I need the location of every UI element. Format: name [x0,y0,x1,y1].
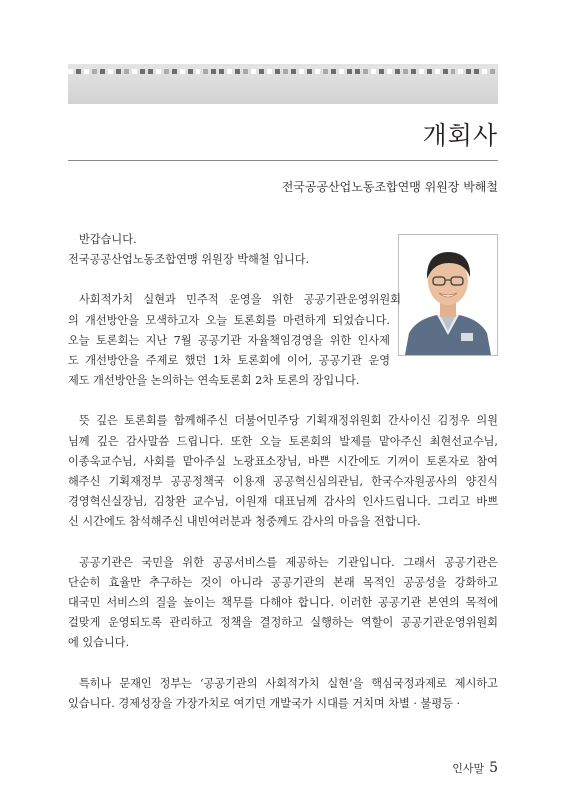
body-line: 뜻 깊은 토론회를 함께해주신 더불어민주당 기획재정위원회 간사이신 김정우 의원 [79,414,498,428]
body-paragraph [68,553,498,654]
header-dot [443,69,448,74]
header-dot [211,69,216,74]
body-line: 대국민 서비스의 질을 높이는 책무를 다해야 합니다. 이러한 공공기관 본연의 목적에 [68,596,498,610]
paragraph-gap [68,654,498,674]
header-dot [275,69,280,74]
header-dot [267,69,272,74]
body-paragraph [68,290,498,391]
body-line: 에 있습니다. [68,636,130,650]
header-dot [347,69,352,74]
header-dot [482,69,487,74]
header-dot [474,69,479,74]
header-dot [307,69,312,74]
header-dot [108,69,113,74]
header-dot [379,69,384,74]
header-dot [203,69,208,74]
header-dot-pattern [68,64,498,78]
header-dot [68,69,73,74]
paragraph-gap [68,391,498,411]
header-dot [156,69,161,74]
header-dot [251,69,256,74]
header-dot [227,69,232,74]
paragraph-gap [68,533,498,553]
header-dot [140,69,145,74]
page-title: 개회사 [422,121,498,150]
footer-section-label: 인사말 [452,762,485,775]
header-dot [371,69,376,74]
header-dot [180,69,185,74]
header-dot [172,69,177,74]
header-dot [427,69,432,74]
paragraph-gap [68,270,498,290]
body-paragraph [68,674,498,714]
header-dot [196,69,201,74]
author-byline: 전국공공산업노동조합연맹 위원장 박해철 [281,180,498,194]
header-dot [219,69,224,74]
body-line: 도 개선방안을 주제로 했던 1차 토론회에 이어, 공공기관 운영 [68,354,390,368]
header-dot [315,69,320,74]
header-dot [363,69,368,74]
header-dot [490,69,495,74]
page-number: 5 [489,760,498,776]
page-footer [452,760,498,776]
header-dot [164,69,169,74]
body-line: 걸맞게 운영되도록 관리하고 정책을 결정하고 실행하는 역할이 공공기관운영위원회 [68,616,498,630]
header-dot [124,69,129,74]
body-line: 단순히 효율만 추구하는 것이 아니라 공공기관의 본래 목적인 공공성을 강화하고 [68,575,498,589]
header-dot [387,69,392,74]
body-line: 반갑습니다. [79,233,137,246]
title-divider [68,160,498,161]
body-line: 신 시간에도 참석해주신 내빈여러분과 청중께도 감사의 마음을 전합니다. [68,515,421,529]
header-dot [435,69,440,74]
body-paragraph [68,411,498,532]
body-line: 이종욱교수님, 사회를 맡아주실 노광표소장님, 바쁜 시간에도 기꺼이 토론자로 참여 [68,454,498,468]
header-dot [395,69,400,74]
header-dot [419,69,424,74]
body-line: 오늘 토론회는 지난 7월 공공기관 자율책임경영을 위한 인사제 [68,333,390,347]
body-line: 해주신 기획재정부 공공정책국 이용재 공공혁신심의관님, 한국수자원공사의 양진식 [68,475,498,489]
header-dot [116,69,121,74]
body-line: 있습니다. 경제성장을 가장가치로 여기던 개발국가 시대를 거치며 차별 · 불평등 · [68,696,461,710]
header-dot [76,69,81,74]
header-dot [355,69,360,74]
body-paragraph [68,230,498,270]
header-dot [458,69,463,74]
header-dot [323,69,328,74]
header-dot [92,69,97,74]
body-line: 공공기관은 국민을 위한 공공서비스를 제공하는 기관입니다. 그래서 공공기관은 [79,555,498,569]
body-line: 전국공공산업노동조합연맹 위원장 박해철 입니다. [68,253,310,267]
header-dot [331,69,336,74]
body-line: 님께 깊은 감사말씀 드립니다. 또한 오늘 토론회의 발제를 맡아주신 최현선교수님, [68,434,498,448]
header-dot [339,69,344,74]
header-dot [283,69,288,74]
header-dot [132,69,137,74]
header-dot [84,69,89,74]
header-dot [411,69,416,74]
header-dot [235,69,240,74]
speech-body [68,230,498,714]
header-dot [451,69,456,74]
header-dot [100,69,105,74]
header-dot [291,69,296,74]
header-dot [466,69,471,74]
body-line: 제도 개선방안을 논의하는 연속토론회 2차 토론의 장입니다. [68,374,360,388]
header-dot [259,69,264,74]
body-line: 의 개선방안을 모색하고자 오늘 토론회를 마련하게 되었습니다. [68,313,390,327]
header-dot [299,69,304,74]
header-dot [403,69,408,74]
body-line: 사회적가치 실현과 민주적 운영을 위한 공공기관운영위원회 [79,293,401,307]
header-dot [188,69,193,74]
header-dot [243,69,248,74]
body-line: 경영혁신실장님, 김창완 교수님, 이원재 대표님께 감사의 인사드립니다. 그리고 바쁘 [68,495,498,509]
header-dot [148,69,153,74]
body-line: 특히나 문재인 정부는 ‘공공기관의 사회적가치 실현’을 핵심국정과제로 제시하고 [79,676,498,690]
